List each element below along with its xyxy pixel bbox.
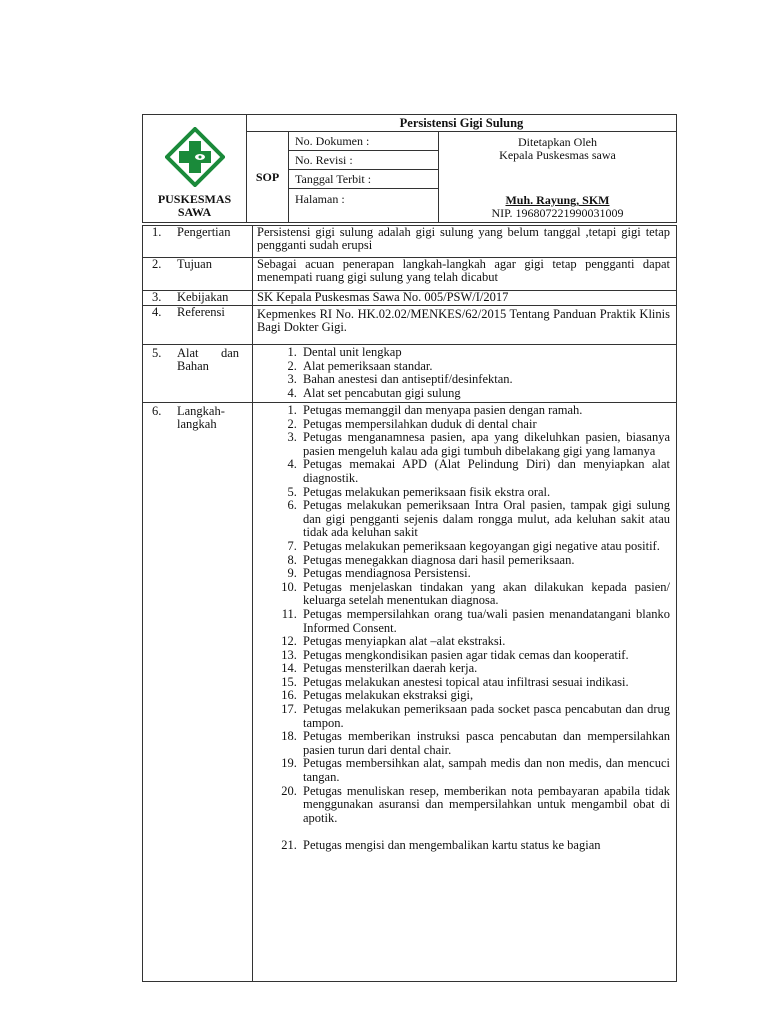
list-item: 4. Petugas memakai APD (Alat Pelindung Diri) dan menyiapkan alat diagnostik. [300,458,670,485]
approved-by-label: Ditetapkan Oleh [518,135,597,149]
list-item: 21. Petugas mengisi dan mengembalikan kartu status ke bagian [300,839,670,853]
list-item: 5. Petugas melakukan pemeriksaan fisik ekstra oral. [300,486,670,500]
sop-document [142,114,677,982]
list-item: 6. Petugas melakukan pemeriksaan Intra Oral pasien, tampak gigi sulung dan gigi pengganti sejenis dalam rongga mulut, ada keluhan sakit atau tidak ada keluhan sakit [300,499,670,540]
list-item: 10. Petugas menjelaskan tindakan yang akan dilakukan kepada pasien/ keluarga setelah menentukan diagnosa. [300,581,670,608]
list-item: 15. Petugas melakukan anestesi topical atau infiltrasi sesuai indikasi. [300,676,670,690]
row-label: dan [220,346,239,360]
row-label: langkah [177,417,217,431]
list-item: 17. Petugas melakukan pemeriksaan pada socket pasca pencabutan dan drug tampon. [300,703,670,730]
row-label: Bahan [177,359,209,373]
row-number: 4. [152,305,162,319]
meta-no-revisi: No. Revisi : [289,151,439,170]
list-item: 2. Alat pemeriksaan standar. [300,360,670,374]
table-row [143,403,677,982]
row-number: 2. [152,257,162,271]
table-row [143,306,677,345]
logo-cell [143,115,247,223]
row-text: Persistensi gigi sulung adalah gigi sulung yang belum tanggal ,tetapi gigi tetap pengganti sudah erupsi [253,226,677,258]
table-row [143,291,677,306]
list-item: 4. Alat set pencabutan gigi sulung [300,387,670,401]
org-name: PUSKESMAS SAWA [157,192,232,219]
list-item: 19. Petugas membersihkan alat, sampah medis dan non medis, dan mencuci tangan. [300,757,670,784]
table-row [143,345,677,403]
list-item: 1. Dental unit lengkap [300,346,670,360]
list-item: 12. Petugas menyiapkan alat –alat ekstraksi. [300,635,670,649]
row-label: Tujuan [177,257,212,271]
row-label: Alat [177,346,199,360]
list-item: 1. Petugas memanggil dan menyapa pasien dengan ramah. [300,404,670,418]
row-text: Sebagai acuan penerapan langkah-langkah agar gigi tetap pengganti dapat menempati ruang gigi sulung yang telah dicabut [253,258,677,291]
row-number: 6. [152,404,162,418]
alat-bahan-list [257,346,670,400]
document-title: Persistensi Gigi Sulung [247,115,677,132]
row-label: Kebijakan [177,290,229,304]
sop-body-table [142,225,677,982]
langkah-list [257,404,670,853]
list-item: 7. Petugas melakukan pemeriksaan kegoyangan gigi negative atau positif. [300,540,670,554]
list-item: 13. Petugas mengkondisikan pasien agar tidak cemas dan kooperatif. [300,649,670,663]
list-item: 11. Petugas mempersilahkan orang tua/wali pasien menandatangani blanko Informed Consent. [300,608,670,635]
row-label: Referensi [177,305,225,319]
meta-halaman: Halaman : [289,189,439,223]
list-item: 8. Petugas menegakkan diagnosa dari hasil pemeriksaan. [300,554,670,568]
meta-tanggal-terbit: Tanggal Terbit : [289,170,439,189]
row-label: Pengertian [177,225,231,239]
list-item: 9. Petugas mendiagnosa Persistensi. [300,567,670,581]
list-item: 14. Petugas mensterilkan daerah kerja. [300,662,670,676]
list-item: 2. Petugas mempersilahkan duduk di dental chair [300,418,670,432]
row-text: SK Kepala Puskesmas Sawa No. 005/PSW/I/2017 [253,291,677,306]
list-item: 20. Petugas menuliskan resep, memberikan nota pembayaran apabila tidak menggunakan asuransi dan mempersilahkan untuk mengambil obat di apotik. [300,785,670,826]
row-number: 5. [152,346,162,360]
table-row [143,226,677,258]
table-row [143,258,677,291]
sop-label: SOP [247,132,289,223]
meta-no-dokumen: No. Dokumen : [289,132,439,151]
approval-cell [439,132,677,223]
list-item: 3. Bahan anestesi dan antiseptif/desinfektan. [300,373,670,387]
list-item: 3. Petugas menganamnesa pasien, apa yang dikeluhkan pasien, biasanya pasien mengeluh kalau ada gigi tumbuh dibelakang gigi yang lamanya [300,431,670,458]
row-label: Langkah- [177,404,225,418]
list-item: 16. Petugas melakukan ekstraksi gigi, [300,689,670,703]
approved-by-role: Kepala Puskesmas sawa [499,148,616,162]
row-number: 1. [152,225,162,239]
signer-nip: NIP. 196807221990031009 [491,206,624,220]
sop-header-table [142,114,677,223]
signer-name: Muh. Rayung, SKM [505,193,610,207]
puskesmas-logo-icon [165,127,225,187]
row-number: 3. [152,290,162,304]
row-text: Kepmenkes RI No. HK.02.02/MENKES/62/2015 Tentang Panduan Praktik Klinis Bagi Dokter Gigi. [253,306,677,345]
list-item: 18. Petugas memberikan instruksi pasca pencabutan dan mempersilahkan pasien turun dari dental chair. [300,730,670,757]
